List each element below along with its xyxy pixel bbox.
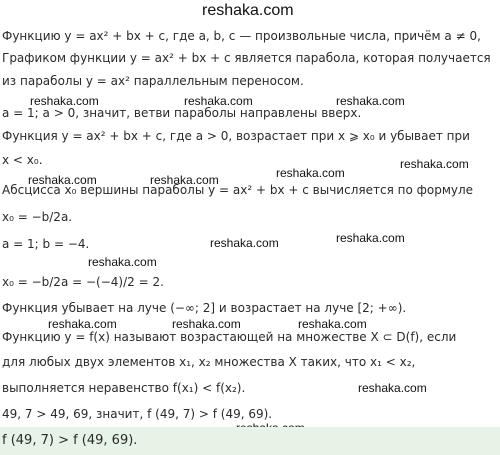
text-line: Функция убывает на луче (−∞; 2] и возрастает на луче [2; +∞). [2,301,407,315]
watermark: reshaka.com [88,255,157,269]
watermark: reshaka.com [358,381,427,395]
watermark: reshaka.com [276,166,345,180]
text-line: Графиком функции y = ax² + bx + c является парабола, которая получается [2,51,491,65]
watermark: reshaka.com [336,231,405,245]
watermark: reshaka.com [150,173,219,187]
text-line: Абсцисса x₀ вершины параболы y = ax² + bx + c вычисляется по формуле [2,183,474,197]
text-line: a = 1; b = −4. [2,237,90,251]
watermark: reshaka.com [336,94,405,108]
watermark-top: reshaka.com [202,2,294,19]
watermark: reshaka.com [184,94,253,108]
text-line: a = 1; a > 0, значит, ветви параболы направлены вверх. [2,106,362,120]
text-line: из параболы y = ax² параллельным переносом. [2,74,304,88]
text-line: 49, 7 > 49, 69, значит, f (49, 7) > f (49, 69). [2,407,273,421]
answer-box [0,427,500,455]
watermark: reshaka.com [298,317,367,331]
text-line: x₀ = −b/2a. [2,210,73,224]
text-line: для любых двух элементов x₁, x₂ множества X таких, что x₁ < x₂, [2,355,416,369]
text-line: выполняется неравенство f(x₁) < f(x₂). [2,381,246,395]
text-line: Функция y = ax² + bx + c, где a > 0, возрастает при x ⩾ x₀ и убывает при [2,129,470,143]
text-line: Функцию y = f(x) называют возрастающей на множестве X ⊂ D(f), если [2,330,457,344]
watermark: reshaka.com [172,317,241,331]
text-line: x₀ = −b/2a = −(−4)/2 = 2. [2,275,164,289]
watermark: reshaka.com [30,94,99,108]
answer-text: f (49, 7) > f (49, 69). [2,433,138,448]
watermark: reshaka.com [48,317,117,331]
watermark: reshaka.com [400,157,469,171]
text-line: Функцию y = ax² + bx + c, где a, b, c — произвольные числа, причём a ≠ 0, [2,29,481,43]
text-line: x < x₀. [2,153,43,167]
watermark: reshaka.com [28,173,97,187]
watermark: reshaka.com [210,236,279,250]
